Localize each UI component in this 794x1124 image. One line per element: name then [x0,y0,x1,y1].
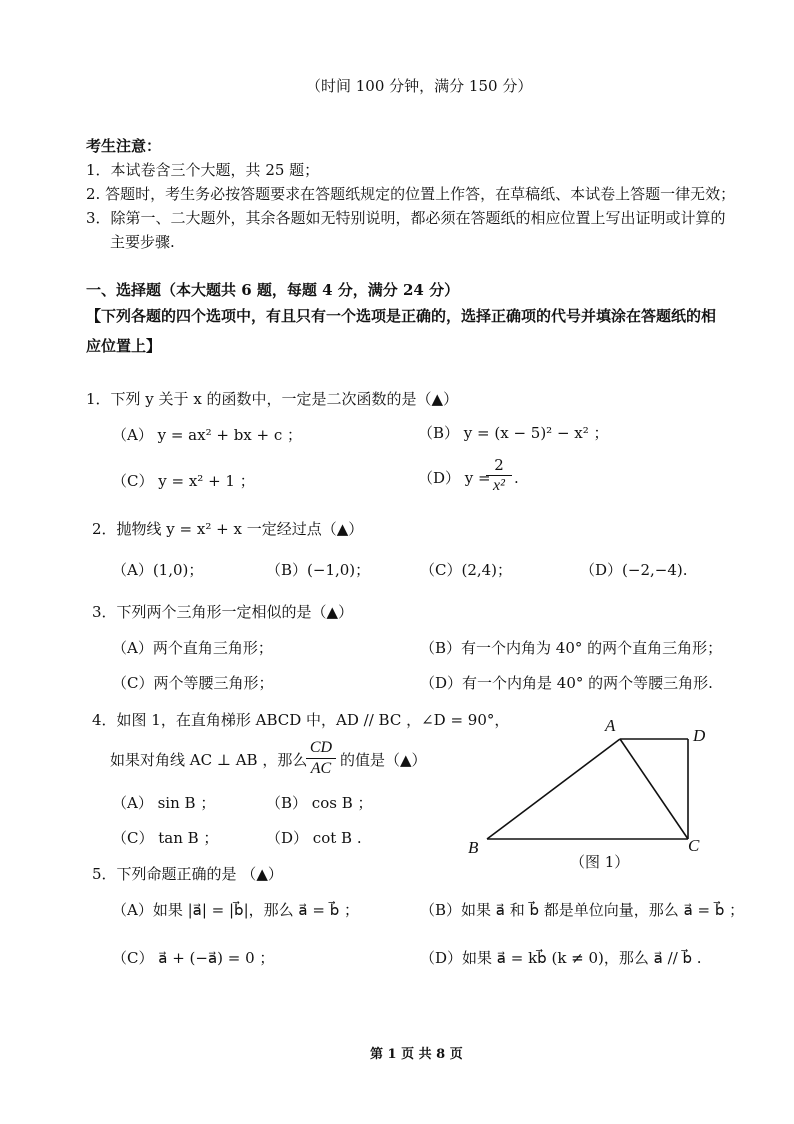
diagonal-ac [620,739,688,839]
q1-option-d-suffix: . [514,469,519,487]
notice-item-2: 2. 答题时，考生务必按答题要求在答题纸规定的位置上作答，在草稿纸、本试卷上答题一律无效； [86,185,736,203]
q3-option-b: （B）有一个内角为 40° 的两个直角三角形； [420,639,723,657]
q4-option-d: （D） cot B . [266,829,362,847]
q4-fraction-denominator: AC [310,760,332,777]
q5-option-c: （C） a⃗ + (−a⃗) = 0 ； [112,949,275,967]
notice-item-1: 1．本试卷含三个大题，共 25 题； [86,161,320,179]
q2-option-a: （A）(1,0)； [112,561,204,579]
q1-option-d-denominator: x² [493,477,505,494]
point-label-d: D [693,726,706,745]
q2-option-b: （B）(−1,0)； [266,561,371,579]
q4-line2-suffix: 的值是（▲） [340,751,427,769]
page-number: 第 1 页 共 8 页 [370,1047,463,1062]
section1-title: 一、选择题（本大题共 6 题，每题 4 分，满分 24 分） [86,281,460,299]
section1-instruction-1: 【下列各题的四个选项中，有且只有一个选项是正确的，选择正确项的代号并填涂在答题纸的相 [86,307,717,325]
q1-stem: 1．下列 y 关于 x 的函数中，一定是二次函数的是（▲） [86,390,459,408]
q1-option-d-numerator: 2 [486,455,512,476]
notice-item-3: 3．除第一、二大题外，其余各题如无特别说明，都必须在答题纸的相应位置上写出证明或计算的 [86,209,726,227]
q4-fraction [306,738,336,779]
q4-line2-prefix: 如果对角线 AC ⊥ AB ，那么 [110,751,308,769]
q1-option-c: （C） y = x² + 1 ； [112,472,255,490]
q5-option-b: （B）如果 a⃗ 和 b⃗ 都是单位向量，那么 a⃗ = b⃗ ； [420,901,745,919]
q4-line2 [110,738,430,784]
q1-option-d-prefix: （D） y = [418,469,491,487]
q4-stem: 4．如图 1，在直角梯形 ABCD 中，AD // BC ，∠D = 90°， [92,711,510,729]
time-score-header: （时间 100 分钟，满分 150 分） [306,77,533,95]
figure-1 [462,716,722,882]
point-label-a: A [605,716,616,735]
notice-title: 考生注意： [86,137,162,155]
q4-fraction-numerator: CD [306,738,336,759]
q1-option-b: （B） y = (x − 5)² − x² ； [418,424,609,442]
q4-option-b: （B） cos B ； [266,794,373,812]
q4-option-c: （C） tan B ； [112,829,219,847]
q2-option-d: （D）(−2,−4). [580,561,688,579]
q1-option-d-fraction [486,455,512,496]
q2-option-c: （C）(2,4)； [420,561,513,579]
q3-option-c: （C）两个等腰三角形； [112,674,274,692]
q3-option-a: （A）两个直角三角形； [112,639,273,657]
q5-stem: 5．下列命题正确的是 （▲） [92,865,283,883]
q3-option-d: （D）有一个内角是 40° 的两个等腰三角形. [420,674,713,692]
figure-1-caption: （图 1） [570,853,630,871]
q5-option-a: （A）如果 |a⃗| = |b⃗|，那么 a⃗ = b⃗ ； [112,901,359,919]
q5-option-d: （D）如果 a⃗ = kb⃗ (k ≠ 0)，那么 a⃗ // b⃗ . [420,949,702,967]
segment-ab [487,739,620,839]
section1-instruction-2: 应位置上】 [86,337,162,355]
q4-option-a: （A） sin B ； [112,794,216,812]
notice-item-3-cont: 主要步骤. [110,233,175,251]
q1-option-a: （A） y = ax² + bx + c ； [112,426,303,444]
q3-stem: 3．下列两个三角形一定相似的是（▲） [92,603,354,621]
point-label-b: B [468,838,479,857]
q2-stem: 2．抛物线 y = x² + x 一定经过点（▲） [92,520,364,538]
point-label-c: C [688,836,700,855]
